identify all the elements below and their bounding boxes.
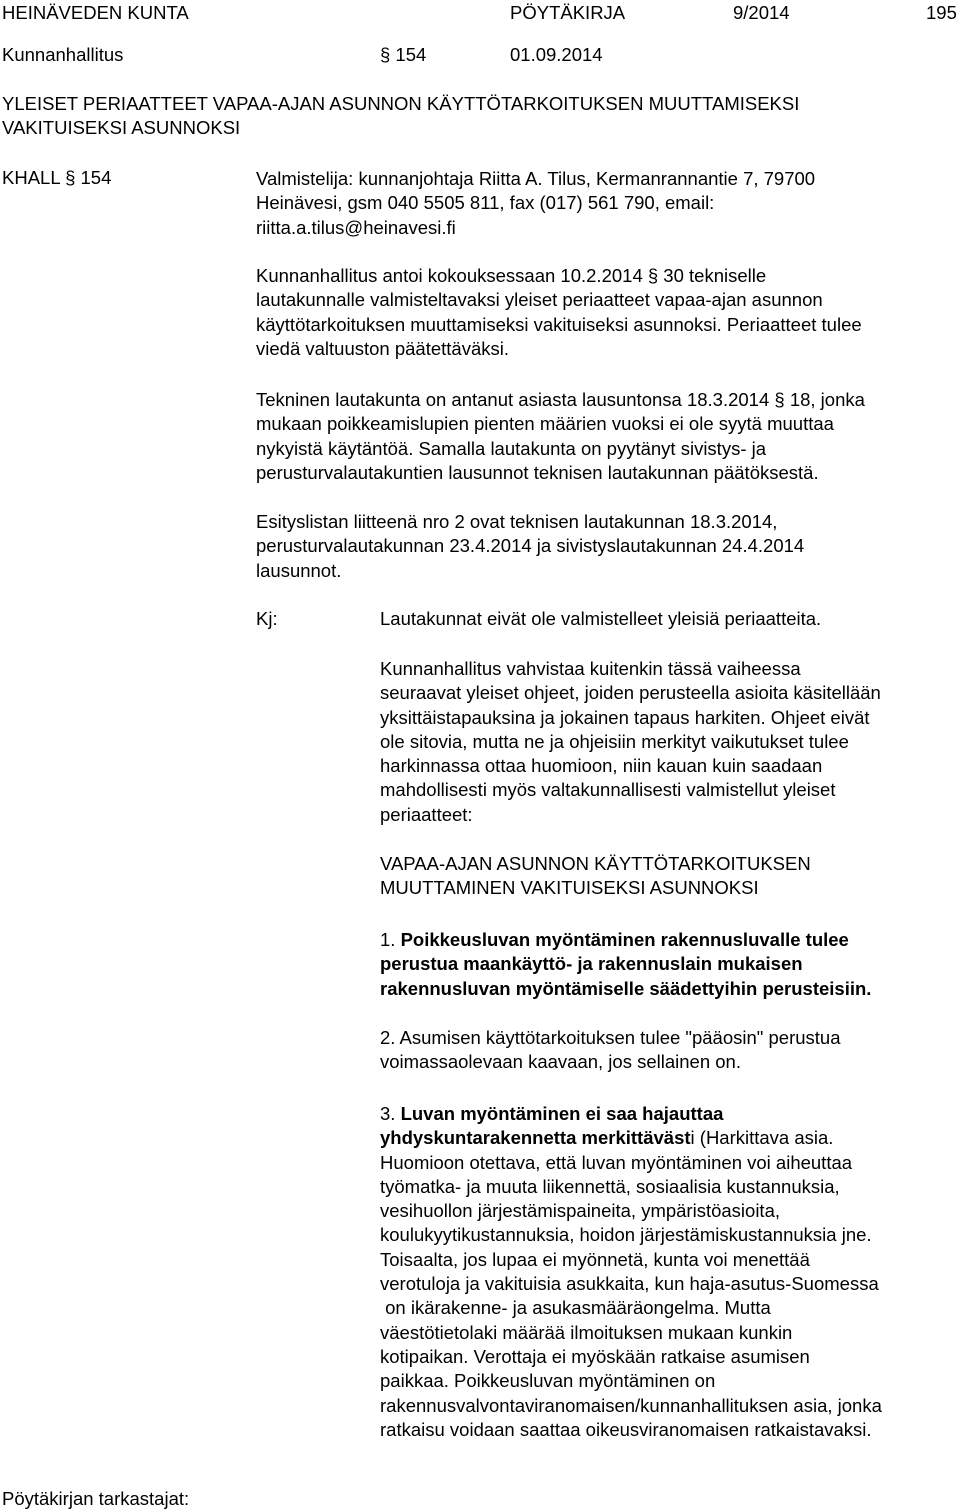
text-line: Kunnanhallitus antoi kokouksessaan 10.2.2014 § 30 tekniselle <box>256 265 767 286</box>
text-line: Valmistelija: kunnanjohtaja Riitta A. Tilus, Kermanrannantie 7, 79700 <box>256 168 816 189</box>
paragraph-attachments <box>256 510 956 583</box>
text-line: Toisaalta, jos lupaa ei myönnetä, kunta voi menettää <box>380 1248 810 1270</box>
text-line: yksittäistapauksina ja jokainen tapaus harkiten. Ohjeet eivät <box>380 706 870 728</box>
guideline-1 <box>380 928 956 1001</box>
proposal-intro <box>380 657 956 827</box>
text-line: lausunnot. <box>256 559 342 581</box>
organization-name: HEINÄVEDEN KUNTA <box>2 2 189 23</box>
text-line: käyttötarkoituksen muuttamiseksi vakituiseksi asunnoksi. Periaatteet tulee <box>256 313 862 335</box>
email-text: riitta.a.tilus@heinavesi.fi <box>256 216 456 238</box>
proposal-label: Kj: <box>256 608 278 629</box>
text-fragment: i (Harkittava asia. <box>690 1127 834 1149</box>
text-line: rakennusvalvontaviranomaisen/kunnanhallituksen asia, jonka <box>380 1394 882 1416</box>
meeting-date: 01.09.2014 <box>510 44 603 65</box>
preparer-info <box>256 167 956 240</box>
text-line: viedä valtuuston päätettäväksi. <box>256 337 509 359</box>
text-line: Tekninen lautakunta on antanut asiasta lausuntonsa 18.3.2014 § 18, jonka <box>256 389 865 410</box>
footer-inspectors-label: Pöytäkirjan tarkastajat: <box>2 1488 190 1509</box>
bold-text: yhdyskuntarakennetta merkittäväst <box>380 1127 691 1149</box>
text-line: periaatteet: <box>380 803 473 825</box>
bold-text: rakennusluvan myöntämiselle säädettyihin perusteisiin. <box>380 977 872 999</box>
text-line: nykyistä käytäntöä. Samalla lautakunta on pyytänyt sivistys- ja <box>256 437 767 459</box>
heading-line: VAPAA-AJAN ASUNNON KÄYTTÖTARKOITUKSEN <box>380 853 811 874</box>
section-number: § 154 <box>380 44 427 65</box>
text-line: voimassaolevaan kaavaan, jos sellainen on. <box>380 1051 741 1073</box>
text-line: perusturvalautakuntien lausunnot teknisen lautakunnan päätöksestä. <box>256 461 819 483</box>
text-line: harkinnassa ottaa huomioon, niin kauan kuin saadaan <box>380 755 823 777</box>
proposal-line: Lautakunnat eivät ole valmistelleet yleisiä periaatteita. <box>380 608 822 629</box>
guideline-number: 1. <box>380 929 401 950</box>
document-number: 9/2014 <box>733 2 790 23</box>
guideline-2 <box>380 1026 956 1075</box>
text-line: mahdollisesti myös valtakunnallisesti valmistellut yleiset <box>380 779 836 801</box>
text-line: 2. Asumisen käyttötarkoituksen tulee "pääosin" perustua <box>380 1027 841 1048</box>
text-line: lautakunnalle valmisteltavaksi yleiset periaatteet vapaa-ajan asunnon <box>256 289 823 311</box>
guideline-3 <box>380 1102 956 1442</box>
document-type: PÖYTÄKIRJA <box>510 2 626 23</box>
page-number: 195 <box>926 2 957 23</box>
text-line: perusturvalautakunnan 23.4.2014 ja sivistyslautakunnan 24.4.2014 <box>256 535 805 557</box>
text-line: verotuloja ja vakituisia asukkaita, kun haja-asutus-Suomessa <box>380 1273 879 1295</box>
text-line: Kunnanhallitus vahvistaa kuitenkin tässä vaiheessa <box>380 658 801 679</box>
text-line: väestötietolaki määrää ilmoituksen mukaan kunkin <box>380 1321 793 1343</box>
text-line: mukaan poikkeamislupien pienten määrien vuoksi ei ole syytä muuttaa <box>256 413 834 435</box>
text-line: kotipaikan. Verottaja ei myöskään ratkaise asumisen <box>380 1345 810 1367</box>
meeting-body: Kunnanhallitus <box>2 44 124 65</box>
text-line: paikkaa. Poikkeusluvan myöntäminen on <box>380 1370 716 1392</box>
paragraph-statement <box>256 388 956 485</box>
text-line: koulukyytikustannuksia, hoidon järjestämiskustannuksia jne. <box>380 1224 872 1246</box>
text-line: Esityslistan liitteenä nro 2 ovat teknisen lautakunnan 18.3.2014, <box>256 511 778 532</box>
bold-text: Luvan myöntäminen ei saa hajauttaa <box>400 1103 724 1124</box>
text-line: Huomioon otettava, että luvan myöntäminen voi aiheuttaa <box>380 1151 853 1173</box>
guidelines-heading <box>380 852 956 901</box>
bold-text: Poikkeusluvan myöntäminen rakennusluvalle tulee <box>400 929 849 950</box>
bold-text: perustua maankäyttö- ja rakennuslain mukaisen <box>380 953 803 975</box>
text-line: seuraavat yleiset ohjeet, joiden perusteella asioita käsitellään <box>380 682 881 704</box>
text-line: Heinävesi, gsm 040 5505 811, fax (017) 561 790, email: <box>256 192 715 214</box>
text-line: työmatka- ja muuta liikennettä, sosiaalisia kustannuksia, <box>380 1175 840 1197</box>
item-reference: KHALL § 154 <box>2 167 112 188</box>
text-line: on ikärakenne- ja asukasmääräongelma. Mutta <box>380 1297 771 1319</box>
guideline-number: 3. <box>380 1103 401 1124</box>
text-line: ratkaisu voidaan saattaa oikeusviranomaisen ratkaistavaksi. <box>380 1418 872 1440</box>
paragraph-background <box>256 264 956 361</box>
text-line: vesihuollon järjestämispaineita, ympäristöasioita, <box>380 1200 780 1222</box>
title-line-1: YLEISET PERIAATTEET VAPAA-AJAN ASUNNON KÄYTTÖTARKOITUKSEN MUUTTAMISEKSI <box>2 93 800 114</box>
title-line-2: VAKITUISEKSI ASUNNOKSI <box>2 117 241 138</box>
heading-line: MUUTTAMINEN VAKITUISEKSI ASUNNOKSI <box>380 877 759 899</box>
text-line: ole sitovia, mutta ne ja ohjeisiin merkityt vaikutukset tulee <box>380 730 849 752</box>
